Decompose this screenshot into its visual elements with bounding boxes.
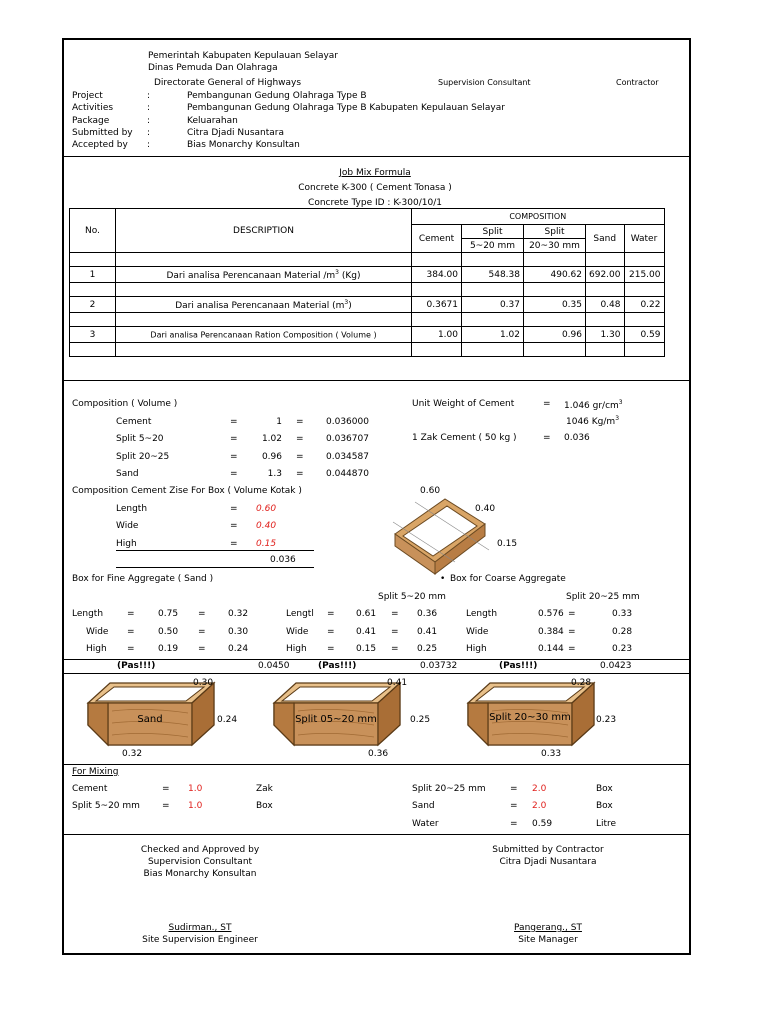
header-field-sep: : (147, 91, 151, 101)
composition-ratio: 1.02 (261, 434, 282, 444)
mixing-eq: = (510, 801, 518, 811)
split2-eq2: = (568, 627, 576, 637)
mixing-value: 1.0 (188, 784, 203, 794)
composition-name: Sand (116, 469, 139, 479)
th-split-2: Split (524, 225, 586, 239)
mixing-title: For Mixing (72, 767, 119, 777)
split1-b: 0.36 (417, 609, 438, 619)
header-field-sep: : (147, 116, 151, 126)
sig-left-role: Site Supervision Engineer (142, 935, 258, 945)
cement-box-eq: = (230, 539, 238, 549)
header-field-label: Project (72, 91, 103, 101)
fine-name: Length (72, 609, 104, 619)
desc-text-post: (Kg) (339, 270, 361, 281)
table-cell-s2: 0.96 (524, 327, 586, 343)
table-cell-sand: 692.00 (586, 267, 625, 283)
header-line3: Directorate General of Highways (154, 78, 302, 88)
split2-a: 0.576 (538, 609, 564, 619)
table-cell (462, 343, 524, 357)
table-cell-water: 0.59 (624, 327, 664, 343)
mixing-eq: = (510, 819, 518, 829)
split1-title: Split 5~20 mm (378, 592, 446, 602)
divider (62, 764, 691, 765)
mixing-eq: = (162, 784, 170, 794)
header-field-label: Activities (72, 103, 114, 113)
table-spacer-row (70, 343, 665, 357)
table-cell (586, 313, 625, 327)
divider (62, 673, 691, 674)
split2-eq2: = (568, 609, 576, 619)
table-cell-s1: 0.37 (462, 297, 524, 313)
table-cell (412, 253, 462, 267)
cement-box-illustration (385, 494, 500, 582)
table-cell-cement: 384.00 (412, 267, 462, 283)
table-cell-no: 3 (70, 327, 116, 343)
table-cell (462, 313, 524, 327)
table-cell (412, 283, 462, 297)
composition-eq: = (230, 434, 238, 444)
header-field-value: Pembangunan Gedung Olahraga Type B (187, 91, 367, 101)
table-spacer-row (70, 253, 665, 267)
divider (62, 834, 691, 835)
wood-box-label: Sand (137, 714, 163, 725)
wood-box-dim-top: 0.41 (387, 678, 408, 688)
split1-b: 0.25 (417, 644, 438, 654)
sig-left-l3: Bias Monarchy Konsultan (143, 869, 257, 879)
split1-a: 0.15 (356, 644, 377, 654)
cement-box-value: 0.60 (256, 504, 277, 514)
th-sand: Sand (586, 225, 625, 253)
wood-box-dim-top: 0.28 (571, 678, 592, 688)
sig-left-l1: Checked and Approved by (140, 845, 260, 855)
header-field-label: Submitted by (72, 128, 133, 138)
th-description: DESCRIPTION (116, 209, 412, 253)
cement-box-eq: = (230, 521, 238, 531)
table-cell-sand: 1.30 (586, 327, 625, 343)
cement-box-dim-bottom: 0.15 (497, 539, 518, 549)
split2-result: 0.0423 (600, 661, 632, 671)
split1-b: 0.41 (417, 627, 438, 637)
coarse-box-title: Box for Coarse Aggregate (450, 574, 566, 584)
zak-eq: = (543, 433, 551, 443)
cement-box-name: Length (116, 504, 148, 514)
header-field-sep: : (147, 128, 151, 138)
header-field-label: Package (72, 116, 110, 126)
wood-box-label: Split 05~20 mm (295, 714, 377, 725)
table-cell (70, 343, 116, 357)
mixing-unit: Zak (256, 784, 273, 794)
sig-left-l2: Supervision Consultant (147, 857, 253, 867)
formula-type-id: Concrete Type ID : K-300/10/1 (308, 198, 442, 208)
table-spacer-row (70, 313, 665, 327)
composition-table (69, 208, 665, 357)
cement-box-value: 0.40 (256, 521, 277, 531)
table-cell (70, 283, 116, 297)
sig-right-role: Site Manager (518, 935, 578, 945)
sum-line (116, 567, 314, 568)
header-field-sep: : (147, 140, 151, 150)
table-cell (624, 343, 664, 357)
coarse-box-marker: • (440, 574, 446, 584)
mixing-name: Sand (412, 801, 435, 811)
composition-eq2: = (296, 434, 304, 444)
table-cell (586, 343, 625, 357)
th-no: No. (70, 209, 116, 253)
table-cell-desc (116, 327, 412, 343)
cement-box-name: High (116, 539, 137, 549)
table-cell-water: 215.00 (624, 267, 664, 283)
fine-name: Wide (86, 627, 109, 637)
table-row (70, 297, 665, 313)
fine-eq2: = (198, 609, 206, 619)
mixing-name: Water (412, 819, 439, 829)
mixing-name: Cement (72, 784, 108, 794)
zak-label: 1 Zak Cement ( 50 kg ) (412, 433, 517, 443)
split1-pas: (Pas!!!) (318, 661, 357, 671)
mixing-unit: Box (256, 801, 273, 811)
table-cell (116, 343, 412, 357)
mixing-eq: = (510, 784, 518, 794)
split2-b: 0.23 (612, 644, 633, 654)
fine-eq: = (127, 644, 135, 654)
table-cell (116, 313, 412, 327)
fine-eq: = (127, 627, 135, 637)
wood-box-dim-top: 0.30 (193, 678, 214, 688)
zak-value: 0.036 (564, 433, 590, 443)
supervision-label: Supervision Consultant (438, 78, 531, 87)
desc-text: Dari analisa Perencanaan Material /m (166, 270, 336, 281)
mixing-unit: Box (596, 801, 613, 811)
fine-pas: (Pas!!!) (117, 661, 156, 671)
table-cell-s1: 548.38 (462, 267, 524, 283)
table-cell (524, 313, 586, 327)
composition-ratio: 1 (276, 417, 282, 427)
wood-box-label: Split 20~30 mm (489, 712, 571, 723)
cement-box-eq: = (230, 504, 238, 514)
unit-weight-label: Unit Weight of Cement (412, 399, 515, 409)
fine-b: 0.32 (228, 609, 249, 619)
table-cell-cement: 0.3671 (412, 297, 462, 313)
split1-eq2: = (391, 627, 399, 637)
th-cement: Cement (412, 225, 462, 253)
th-split-a: 5~20 mm (462, 239, 524, 253)
split1-result: 0.03732 (420, 661, 458, 671)
table-cell (462, 283, 524, 297)
table-cell-s1: 1.02 (462, 327, 524, 343)
sig-left-name: Sudirman., ST (168, 923, 232, 933)
divider (62, 380, 691, 381)
composition-eq: = (230, 452, 238, 462)
sig-right-l2: Citra Djadi Nusantara (499, 857, 597, 867)
contractor-label: Contractor (616, 78, 659, 87)
split1-eq2: = (391, 609, 399, 619)
header-field-value: Pembangunan Gedung Olahraga Type B Kabupaten Kepulauan Selayar (187, 103, 505, 113)
wood-box-dim-right: 0.23 (596, 715, 617, 725)
wood-box-dim-bottom: 0.32 (122, 749, 143, 759)
table-cell (624, 253, 664, 267)
composition-volume: 0.036707 (326, 434, 369, 444)
mixing-value: 1.0 (188, 801, 203, 811)
fine-eq2: = (198, 627, 206, 637)
table-cell (412, 343, 462, 357)
unit-weight-eq: = (543, 399, 551, 409)
fine-box-title: Box for Fine Aggregate ( Sand ) (72, 574, 214, 584)
wood-box-dim-right: 0.25 (410, 715, 431, 725)
composition-name: Cement (116, 417, 152, 427)
split2-b: 0.33 (612, 609, 633, 619)
composition-eq2: = (296, 417, 304, 427)
table-cell (412, 313, 462, 327)
composition-ratio: 0.96 (261, 452, 282, 462)
table-cell-cement: 1.00 (412, 327, 462, 343)
table-row (70, 327, 665, 343)
cement-box-title: Composition Cement Zise For Box ( Volume Kotak ) (72, 486, 302, 496)
table-cell-water: 0.22 (624, 297, 664, 313)
table-cell (116, 253, 412, 267)
fine-b: 0.30 (228, 627, 249, 637)
cement-box-name: Wide (116, 521, 139, 531)
mixing-name: Split 20~25 mm (412, 784, 486, 794)
mixing-eq: = (162, 801, 170, 811)
table-cell (586, 283, 625, 297)
split2-pas: (Pas!!!) (499, 661, 538, 671)
desc-sup: 3 (335, 268, 339, 276)
fine-a: 0.50 (158, 627, 179, 637)
composition-title: Composition ( Volume ) (72, 399, 178, 409)
fine-b: 0.24 (228, 644, 249, 654)
composition-volume: 0.044870 (326, 469, 369, 479)
formula-subtitle: Concrete K-300 ( Cement Tonasa ) (298, 183, 452, 193)
header-field-value: Citra Djadi Nusantara (187, 128, 285, 138)
fine-a: 0.19 (158, 644, 179, 654)
composition-eq2: = (296, 469, 304, 479)
desc-text: Dari analisa Perencanaan Ration Composition ( Volume ) (150, 330, 377, 340)
table-cell-no: 1 (70, 267, 116, 283)
composition-eq: = (230, 469, 238, 479)
fine-eq2: = (198, 644, 206, 654)
table-row (70, 267, 665, 283)
table-cell (462, 253, 524, 267)
split2-eq2: = (568, 644, 576, 654)
split1-eq: = (327, 609, 335, 619)
table-cell-desc (116, 297, 412, 313)
wood-box-dim-right: 0.24 (217, 715, 238, 725)
mixing-value: 2.0 (532, 801, 547, 811)
wood-box-dim-bottom: 0.36 (368, 749, 389, 759)
fine-eq: = (127, 609, 135, 619)
split1-eq: = (327, 627, 335, 637)
table-spacer-row (70, 283, 665, 297)
divider (62, 659, 691, 660)
divider (62, 156, 691, 157)
sig-right-name: Pangerang., ST (514, 923, 582, 933)
table-cell (70, 313, 116, 327)
split1-name: Wide (286, 627, 309, 637)
composition-name: Split 20~25 (116, 452, 170, 462)
composition-volume: 0.034587 (326, 452, 369, 462)
sig-right-l1: Submitted by Contractor (492, 845, 604, 855)
mixing-unit: Litre (596, 819, 617, 829)
th-composition: COMPOSITION (412, 209, 665, 225)
th-water: Water (624, 225, 664, 253)
fine-name: High (86, 644, 107, 654)
table-cell-s2: 490.62 (524, 267, 586, 283)
table-cell (70, 253, 116, 267)
table-cell-desc (116, 267, 412, 283)
table-cell (524, 253, 586, 267)
fine-a: 0.75 (158, 609, 179, 619)
table-cell-sand: 0.48 (586, 297, 625, 313)
split2-name: High (466, 644, 487, 654)
table-cell (116, 283, 412, 297)
th-split: Split (462, 225, 524, 239)
cement-box-result: 0.036 (270, 555, 296, 565)
cement-box-dim-top: 0.60 (420, 486, 441, 496)
cement-box-value: 0.15 (256, 539, 277, 549)
split2-name: Wide (466, 627, 489, 637)
split2-title: Split 20~25 mm (566, 592, 640, 602)
mixing-unit: Box (596, 784, 613, 794)
composition-name: Split 5~20 (116, 434, 164, 444)
desc-text: Dari analisa Perencanaan Material (m (175, 300, 345, 311)
cement-box-dim-right: 0.40 (475, 504, 496, 514)
unit-weight-value-kg: 1046 $Kg/m^3$ (566, 415, 620, 427)
split2-a: 0.384 (538, 627, 564, 637)
th-split-b: 20~30 mm (524, 239, 586, 253)
table-cell (524, 283, 586, 297)
table-cell (624, 313, 664, 327)
mixing-value: 0.59 (532, 819, 553, 829)
split1-a: 0.61 (356, 609, 377, 619)
composition-eq2: = (296, 452, 304, 462)
split2-name: Length (466, 609, 498, 619)
desc-sup: 3 (344, 298, 349, 306)
header-field-value: Keluarahan (187, 116, 238, 126)
table-cell-no: 2 (70, 297, 116, 313)
header-line2: Dinas Pemuda Dan Olahraga (148, 63, 278, 73)
header-line1: Pemerintah Kabupaten Kepulauan Selayar (148, 51, 339, 61)
split1-name: Lengtl (286, 609, 314, 619)
header-field-label: Accepted by (72, 140, 128, 150)
split2-b: 0.28 (612, 627, 633, 637)
split1-name: High (286, 644, 307, 654)
composition-volume: 0.036000 (326, 417, 369, 427)
table-cell-s2: 0.35 (524, 297, 586, 313)
split1-eq2: = (391, 644, 399, 654)
composition-eq: = (230, 417, 238, 427)
table-cell (524, 343, 586, 357)
unit-weight-value: 1.046 $gr/cm^3$ (564, 399, 623, 411)
split1-a: 0.41 (356, 627, 377, 637)
fine-result: 0.0450 (258, 661, 290, 671)
composition-ratio: 1.3 (267, 469, 282, 479)
split2-a: 0.144 (538, 644, 564, 654)
table-cell (586, 253, 625, 267)
mixing-name: Split 5~20 mm (72, 801, 140, 811)
header-field-value: Bias Monarchy Konsultan (187, 140, 300, 150)
wood-box-dim-bottom: 0.33 (541, 749, 562, 759)
formula-title: Job Mix Formula (339, 168, 411, 178)
table-cell (624, 283, 664, 297)
split1-eq: = (327, 644, 335, 654)
desc-text-post: ) (348, 300, 352, 311)
sum-line (116, 550, 314, 551)
header-field-sep: : (147, 103, 151, 113)
mixing-value: 2.0 (532, 784, 547, 794)
